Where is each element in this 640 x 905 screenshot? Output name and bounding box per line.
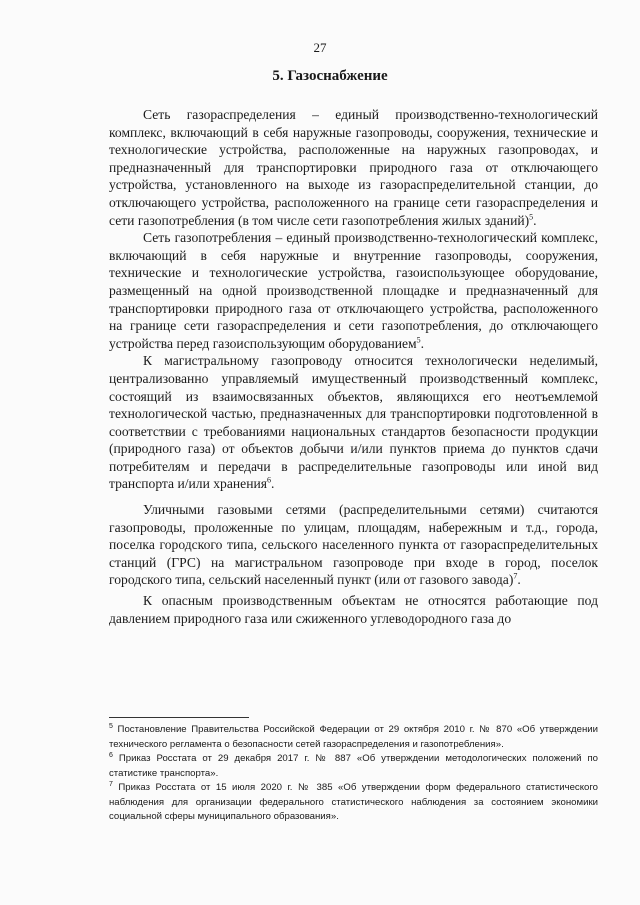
paragraph-tail: . bbox=[517, 572, 521, 588]
footnote-ref[interactable]: 7 bbox=[513, 571, 518, 581]
paragraph-main-gas-pipeline bbox=[109, 352, 598, 493]
footnote-text: Приказ Росстата от 29 декабря 2017 г. № 887 «Об утверждении методологических положений по статистике транспорта». bbox=[109, 753, 598, 779]
footnote-number: 6 bbox=[109, 751, 113, 759]
footnote-6 bbox=[109, 752, 598, 781]
paragraph-hazardous-objects bbox=[109, 592, 598, 627]
paragraph-tail: . bbox=[420, 335, 425, 351]
body-text bbox=[109, 106, 598, 627]
paragraph-gas-consumption-network bbox=[109, 229, 598, 352]
section-heading: 5. Газоснабжение bbox=[272, 68, 388, 84]
footnotes bbox=[109, 723, 598, 825]
paragraph-text: Сеть газораспределения – единый производственно-технологический комплекс, включающий в себя наружные газопроводы, сооружения, технические и технологические устройства, расположенные на наружных газопроводах, и предназначенный для транспортировки природного газа от отключающего устройства, установленного на выходе из газораспределительной станции, до отключающего устройства, расположенного на границе сети газораспределения и сети газопотребления (в том числе сети газопотребления жилых зданий) bbox=[109, 107, 598, 228]
paragraph-tail: . bbox=[533, 212, 537, 228]
footnote-text: Постановление Правительства Российской Федерации от 29 октября 2010 г. № 870 «Об утверждении технического регламента о безопасности сетей газораспределения и газопотребления». bbox=[109, 724, 598, 750]
footnote-number: 7 bbox=[109, 780, 113, 788]
paragraph-street-gas-networks bbox=[109, 501, 598, 589]
footnote-ref[interactable]: 6 bbox=[267, 475, 271, 485]
page-number: 27 bbox=[313, 40, 327, 55]
paragraph-gas-distribution-network bbox=[109, 106, 598, 229]
footnote-number: 5 bbox=[109, 722, 113, 730]
paragraph-text: Уличными газовыми сетями (распределительными сетями) считаются газопроводы, проложенные по улицам, площадям, набережным и т.д., города, поселка городского типа, сельского населенного пункта от газораспределительных станций (ГРС) на магистральном газопроводе при входе в город, поселок городского типа, сельский населенный пункт (или от газового завода) bbox=[109, 502, 598, 588]
footnote-ref[interactable]: 5 bbox=[416, 335, 421, 345]
footnote-separator bbox=[109, 717, 249, 718]
footnote-text: Приказ Росстата от 15 июля 2020 г. № 385 «Об утверждении форм федерального статистического наблюдения для организации федерального статистического наблюдения за состоянием экономики социальной сферы муниципального образования». bbox=[109, 782, 598, 822]
footnote-5 bbox=[109, 723, 598, 752]
paragraph-text: Сеть газопотребления – единый производственно-технологический комплекс, включающий в себя наружные и внутренние газопроводы, сооружения, технические и технологические устройства, газоиспользующее оборудование, размещенный на одной производственной площадке и предназначенный для транспортировки природного газа от отключающего устройства, расположенного на границе сети газораспределения и сети газопотребления, до отключающего устройства перед газоиспользующим оборудованием bbox=[109, 230, 598, 351]
footnote-7 bbox=[109, 781, 598, 825]
footnote-ref[interactable]: 5 bbox=[529, 212, 534, 222]
paragraph-text: К опасным производственным объектам не относятся работающие под давлением природного газа или сжиженного углеводородного газа до bbox=[109, 593, 598, 626]
paragraph-tail: . bbox=[271, 476, 275, 492]
paragraph-text: К магистральному газопроводу относится технологически неделимый, централизованно управляемый имущественный производственный комплекс, состоящий из взаимосвязанных объектов, являющихся его неотъемлемой технологической частью, предназначенных для транспортировки подготовленной в соответствии с требованиями национальных стандартов безопасности продукции (природного газа) от объектов добычи и/или пунктов приема до пунктов сдачи потребителям и передачи в распределительные газопроводы или иной вид транспорта и/или хранения bbox=[109, 353, 598, 492]
